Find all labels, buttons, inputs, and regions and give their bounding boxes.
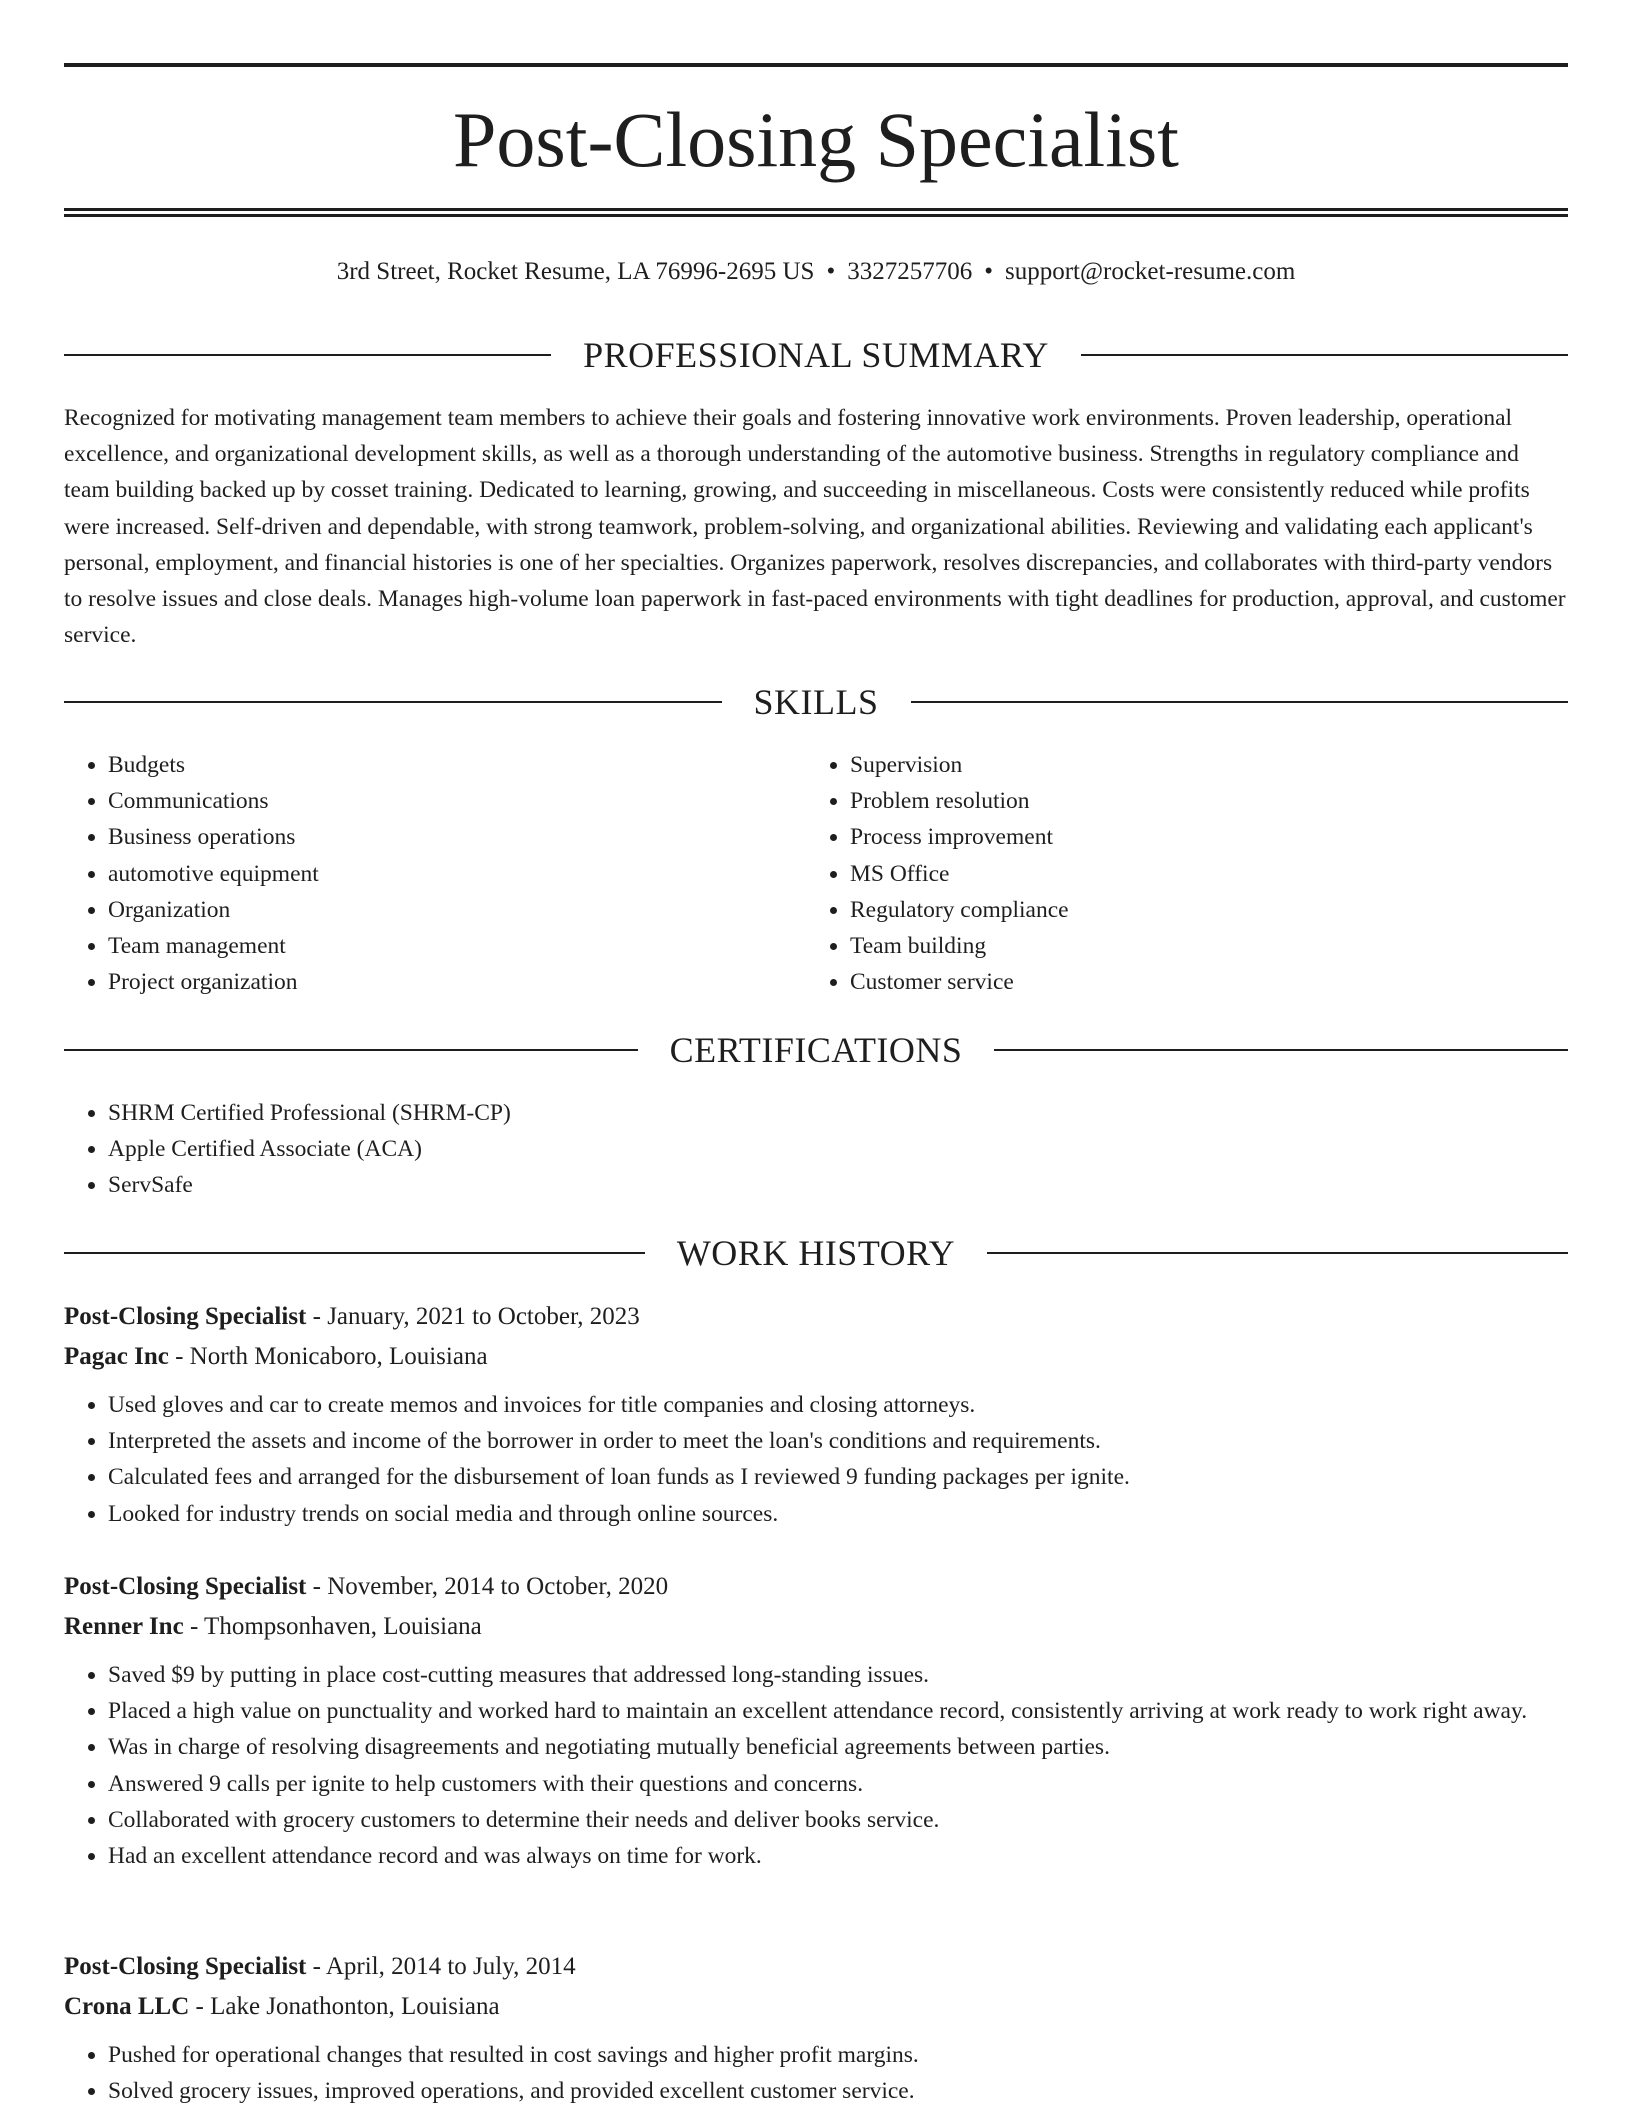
- certification-item: • Apple Certified Associate (ACA): [108, 1131, 1568, 1167]
- job-title-line: [64, 1567, 1568, 1607]
- job-bullet: • Saved $9 by putting in place cost-cutting measures that addressed long-standing issues.: [108, 1657, 1568, 1693]
- job-dates: - April, 2014 to July, 2014: [306, 1953, 576, 1980]
- job-bullets: [64, 2037, 1568, 2109]
- job-dates: - November, 2014 to October, 2020: [306, 1573, 669, 1600]
- job-title: Post-Closing Specialist: [64, 1573, 307, 1600]
- heading-rule: [64, 1049, 638, 1051]
- skill-item: • Project organization: [108, 964, 806, 1000]
- job-entry: [64, 1297, 1568, 1532]
- job-bullets: [64, 1657, 1568, 1874]
- job-bullet: • Used gloves and car to create memos and invoices for title companies and closing attorneys.: [108, 1387, 1568, 1423]
- job-company-line: [64, 1337, 1568, 1377]
- skill-item: • Regulatory compliance: [850, 892, 1548, 928]
- job-entry: [64, 1947, 1568, 2109]
- job-bullet: • Placed a high value on punctuality and worked hard to maintain an excellent attendance record, consistently arriving at work ready to work right away.: [108, 1693, 1568, 1729]
- job-bullet: • Collaborated with grocery customers to determine their needs and deliver books service.: [108, 1802, 1568, 1838]
- job-dates: - January, 2021 to October, 2023: [306, 1303, 640, 1330]
- contact-address: 3rd Street, Rocket Resume, LA 76996-2695 US: [336, 258, 815, 285]
- job-title-line: [64, 1947, 1568, 1987]
- contact-separator: •: [984, 258, 993, 285]
- skills-column-right: [806, 747, 1548, 1000]
- certification-item: • SHRM Certified Professional (SHRM-CP): [108, 1095, 1568, 1131]
- certifications-heading-label: CERTIFICATIONS: [669, 1030, 963, 1070]
- contact-phone: 3327257706: [847, 258, 973, 285]
- skill-item: • Problem resolution: [850, 783, 1548, 819]
- skill-item: • Communications: [108, 783, 806, 819]
- job-entry: [64, 1567, 1568, 1874]
- job-title-line: [64, 1297, 1568, 1337]
- job-bullet: • Solved grocery issues, improved operations, and provided excellent customer service.: [108, 2073, 1568, 2109]
- job-bullet: • Interpreted the assets and income of the borrower in order to meet the loan's conditions and requirements.: [108, 1423, 1568, 1459]
- double-rule: [64, 208, 1568, 217]
- skills-column-left: [64, 747, 806, 1000]
- skills-heading: [64, 682, 1568, 722]
- skill-item: • Business operations: [108, 819, 806, 855]
- job-title: Post-Closing Specialist: [64, 1303, 307, 1330]
- job-bullets: [64, 1387, 1568, 1532]
- job-bullet: • Looked for industry trends on social media and through online sources.: [108, 1496, 1568, 1532]
- work-history-heading-label: WORK HISTORY: [676, 1233, 956, 1273]
- job-company: Pagac Inc: [64, 1343, 169, 1370]
- skill-item: • Customer service: [850, 964, 1548, 1000]
- job-location: - Thompsonhaven, Louisiana: [183, 1613, 482, 1640]
- job-location: - North Monicaboro, Louisiana: [168, 1343, 488, 1370]
- job-bullet: • Calculated fees and arranged for the disbursement of loan funds as I reviewed 9 funding packages per ignite.: [108, 1459, 1568, 1495]
- job-location: - Lake Jonathonton, Louisiana: [189, 1993, 500, 2020]
- skill-item: • automotive equipment: [108, 856, 806, 892]
- certification-item: • ServSafe: [108, 1167, 1568, 1203]
- skill-item: • Supervision: [850, 747, 1548, 783]
- summary-heading-label: PROFESSIONAL SUMMARY: [583, 335, 1049, 375]
- job-company-line: [64, 1607, 1568, 1647]
- heading-rule: [911, 701, 1569, 703]
- job-bullet: • Answered 9 calls per ignite to help customers with their questions and concerns.: [108, 1766, 1568, 1802]
- job-company-line: [64, 1987, 1568, 2027]
- top-rule: [64, 63, 1568, 67]
- skill-item: • Budgets: [108, 747, 806, 783]
- skill-item: • Organization: [108, 892, 806, 928]
- job-bullet: • Was in charge of resolving disagreements and negotiating mutually beneficial agreements between parties.: [108, 1729, 1568, 1765]
- summary-text: Recognized for motivating management team members to achieve their goals and fostering innovative work environments. Proven leadership, operational excellence, and organizational development skills, as well as a thorough understanding of the automotive business. Strengths in regulatory compliance and team building backed up by cosset training. Dedicated to learning, growing, and succeeding in miscellaneous. Costs were consistently reduced while profits were increased. Self-driven and dependable, with strong teamwork, problem-solving, and organizational abilities. Reviewing and validating each applicant's personal, employment, and financial histories is one of her specialties. Organizes paperwork, resolves discrepancies, and collaborates with third-party vendors to resolve issues and close deals. Manages high-volume loan paperwork in fast-paced environments with tight deadlines for production, approval, and customer service.: [64, 405, 1566, 649]
- skill-item: • Team management: [108, 928, 806, 964]
- job-title: Post-Closing Specialist: [64, 1953, 307, 1980]
- certifications-heading: [64, 1030, 1568, 1070]
- job-company: Crona LLC: [64, 1993, 190, 2020]
- heading-rule: [64, 354, 551, 356]
- heading-rule: [987, 1252, 1568, 1254]
- job-company: Renner Inc: [64, 1613, 184, 1640]
- skill-item: • Process improvement: [850, 819, 1548, 855]
- heading-rule: [1081, 354, 1568, 356]
- heading-rule: [64, 1252, 645, 1254]
- contact-email: support@rocket-resume.com: [1004, 258, 1296, 285]
- certifications-list: [64, 1095, 1568, 1204]
- job-bullet: • Had an excellent attendance record and was always on time for work.: [108, 1838, 1568, 1874]
- skill-item: • MS Office: [850, 856, 1548, 892]
- work-history-heading: [64, 1233, 1568, 1273]
- skill-item: • Team building: [850, 928, 1548, 964]
- contact-line: [64, 254, 1568, 290]
- job-bullet: • Pushed for operational changes that resulted in cost savings and higher profit margins.: [108, 2037, 1568, 2073]
- skills-list: [64, 747, 1568, 1000]
- resume-title: Post-Closing Specialist: [453, 96, 1179, 183]
- contact-separator: •: [826, 258, 836, 285]
- skills-heading-label: SKILLS: [753, 682, 879, 722]
- heading-rule: [64, 701, 722, 703]
- summary-heading: [64, 335, 1568, 375]
- heading-rule: [994, 1049, 1568, 1051]
